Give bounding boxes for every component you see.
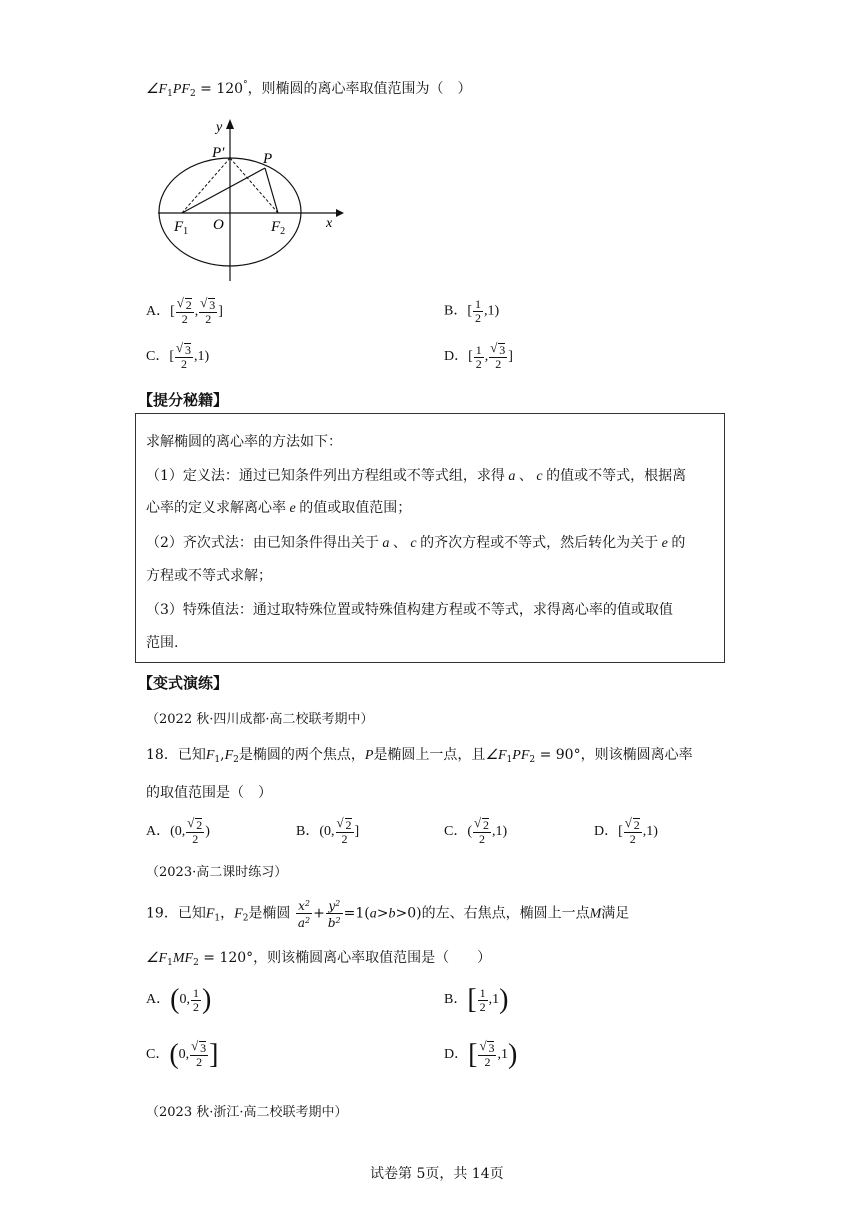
- q19-option-a[interactable]: A．(0, $\frac{1}{2}$ ): [146, 984, 212, 1015]
- y-axis-arrow: [226, 119, 234, 129]
- x-axis-arrow: [336, 209, 344, 217]
- q17-stem: $\angle F_1PF_2 = 120^\circ$，则椭圆的离心率取值范围为（ ）: [146, 80, 472, 99]
- tips-method-1-line2: 心率的定义求解离心率 e 的值或取值范围；: [146, 500, 412, 516]
- q18-option-d[interactable]: D．[ √ $\frac{2}{2}$ ,1): [594, 818, 658, 846]
- q18-option-a[interactable]: A．(0, √ $\frac{2}{2}$ ): [146, 818, 210, 846]
- q17-option-b[interactable]: B．[ $\frac{1}{2}$ ,1): [444, 297, 500, 325]
- tips-method-2-line2: 方程或不等式求解；: [146, 568, 272, 584]
- q17-option-a[interactable]: A．[ √ $\frac{2}{2}$ , √ $\frac{3}{2}$ ]: [146, 298, 223, 326]
- q19-source: （2023·高二课时练习）: [146, 865, 288, 880]
- segment-p-f2: [265, 168, 278, 213]
- label-o: O: [213, 217, 224, 233]
- q18-stem-line1: 18．已知$F_1,F_2$是椭圆的两个焦点，P是椭圆上一点，且$\angle F_1PF_2 = 90^\circ$，则该椭圆离心率: [146, 747, 693, 765]
- tips-intro: 求解椭圆的离心率的方法如下：: [146, 434, 342, 450]
- tips-heading: 【提分秘籍】: [138, 391, 229, 409]
- ellipse-figure: [150, 115, 350, 285]
- tips-method-1-line1: （1）定义法：通过已知条件列出方程组或不等式组，求得 a 、 c 的值或不等式，根据离: [146, 468, 687, 484]
- q18-option-c[interactable]: C．( √ $\frac{2}{2}$ ,1): [444, 818, 507, 846]
- label-p-prime: P′: [212, 145, 225, 161]
- q18-stem-line2: 的取值范围是（ ）: [146, 785, 272, 801]
- q18-option-b[interactable]: B．(0, √ $\frac{2}{2}$ ]: [296, 818, 359, 846]
- label-f1: $F_1$: [174, 219, 189, 237]
- q20-source: （2023 秋·浙江·高二校联考期中）: [146, 1105, 348, 1120]
- q17-option-c[interactable]: C．[ √ $\frac{3}{2}$ ,1): [146, 343, 209, 371]
- label-p: P: [263, 151, 273, 167]
- tips-method-2-line1: （2）齐次式法：由已知条件得出关于 a 、 c 的齐次方程或不等式，然后转化为关于 e 的: [146, 535, 686, 551]
- practice-heading: 【变式演练】: [138, 674, 229, 692]
- page-footer: 试卷第 5页，共 14页: [370, 1166, 504, 1182]
- tips-method-3-line1: （3）特殊值法：通过取特殊位置或特殊值构建方程或不等式，求得离心率的值或取值: [146, 602, 673, 618]
- label-y: y: [216, 120, 223, 135]
- tips-method-3-line2: 范围.: [146, 635, 179, 651]
- segment-f1-p: [182, 168, 265, 213]
- label-x: x: [326, 216, 333, 231]
- q19-option-c[interactable]: C．(0, √ $\frac{3}{2}$ ]: [146, 1041, 219, 1069]
- dashed-f1-pprime: [182, 158, 230, 213]
- label-f2: $F_2$: [271, 219, 286, 237]
- q17-angle-value: 120: [216, 81, 244, 97]
- q18-source: （2022 秋·四川成都·高二校联考期中）: [146, 712, 374, 727]
- q19-option-b[interactable]: B．[ $\frac{1}{2}$ ,1): [444, 984, 509, 1015]
- q19-stem-line1: 19．已知$F_1$，$F_2$是椭圆 $\frac{x^2}{a^2}$ + $\frac{y^2}{b^2}$ =1(a>b>0)的左、右焦点，椭圆上一点M满足: [146, 899, 630, 930]
- q17-option-d[interactable]: D．[ $\frac{1}{2}$ , √ $\frac{3}{2}$ ]: [444, 343, 513, 371]
- q19-stem-line2: $\angle F_1MF_2 = 120^\circ$，则该椭圆离心率取值范围是（ ）: [146, 950, 492, 968]
- q19-option-d[interactable]: D．[ √ $\frac{3}{2}$ ,1): [444, 1041, 517, 1069]
